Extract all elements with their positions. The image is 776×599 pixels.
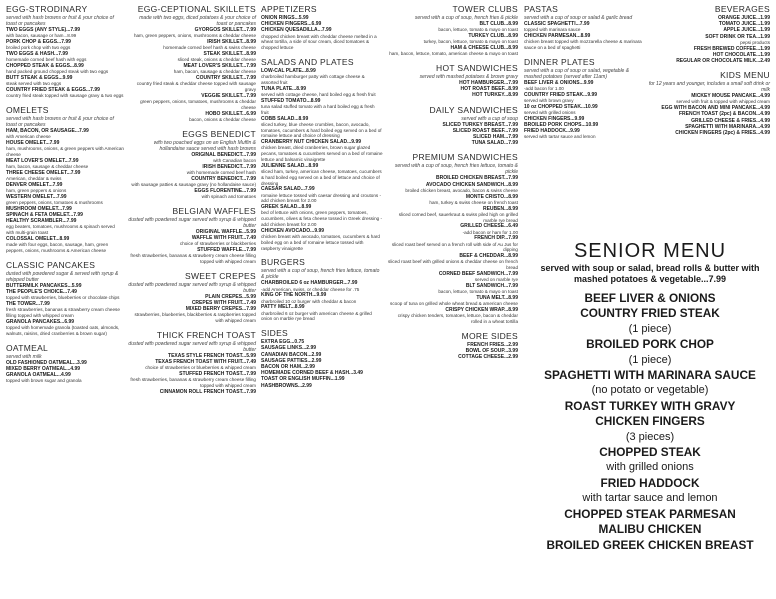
section-title: EGGS BENEDICT — [182, 128, 256, 139]
item-description: served with cottage cheese, hard boiled egg & fresh fruit — [261, 92, 376, 97]
senior-item: BROILED GREEK CHICKEN BREAST — [546, 537, 754, 552]
item-description: with sausage patties & sausage gravy (no hollandaise sauce) — [131, 181, 256, 187]
section-title: DAILY SANDWICHES — [429, 104, 518, 115]
menu-item: WAFFLE WITH FRUIT...7.49 — [191, 234, 256, 241]
item-description: sliced turkey, blue cheese crumbles, bacon, avocado, tomatoes, cucumbers & hard boiled egg served on a bed of romaine lettuce and choice of dressing — [261, 121, 382, 139]
menu-item: GRANOLA OATMEAL...4.99 — [6, 372, 71, 378]
menu-item: BLT CLUB...8.99 — [479, 21, 518, 27]
menu-item: THE PEOPLE'S CHOICE...7.49 — [6, 289, 77, 295]
menu-item: PORK CHOP & EGGS...7.99 — [6, 39, 71, 45]
section-title: KIDS MENU — [720, 70, 770, 81]
item-description: sliced roast beef with grilled onions & cheddar cheese on french bread — [388, 259, 518, 271]
senior-menu-title: SENIOR MENU — [573, 240, 727, 262]
item-description: sliced corned beef, sauerkraut & swiss piled high on grilled marble rye bread — [398, 211, 518, 223]
menu-item: HOT HAMBURGER...7.99 — [459, 80, 518, 86]
menu-section — [261, 4, 383, 51]
item-description: with bacon, sausage or ham...8.99 — [6, 33, 77, 39]
item-description: topped with homemade granola (toasted oats, almonds, walnuts, raisins, dried cranberries & brown sugar) — [6, 325, 120, 336]
item-description: scoop of tuna on grilled whole wheat bread & american cheese — [390, 301, 518, 307]
menu-item: SLICED TURKEY BREAST...7.99 — [442, 121, 518, 128]
section-title: EGG-CEPTIONAL SKILLETS — [137, 4, 256, 14]
menu-section — [128, 4, 256, 123]
section-subtitle: dusted with powdered sugar served with syrup & whipped butter — [128, 340, 256, 353]
item-description: ham, bacon, lettuce, tomato, american cheese & mayo on toast — [389, 51, 518, 57]
menu-item: STUFFED WAFFLE...7.99 — [197, 246, 256, 253]
menu-item: TUNA MELT...8.99 — [476, 295, 518, 302]
menu-item: CANADIAN BACON...2.99 — [261, 351, 322, 358]
item-description: topped with brown sugar and granola — [6, 378, 82, 384]
item-description: fresh strawberries, bananas & strawberry cream cheese filling topped with whipped cream — [130, 253, 256, 264]
menu-item: GRILLED CHEESE & FRIES...4.99 — [691, 117, 770, 124]
menu-item: BLT SANDWICH...7.99 — [465, 283, 518, 290]
item-description: served on marble rye — [474, 277, 518, 283]
menu-item: GRILLED CHEESE...6.49 — [460, 223, 518, 230]
menu-section — [524, 4, 642, 51]
menu-item: CHOPPED STEAK & EGGS...8.99 — [6, 63, 84, 69]
menu-item: COBB SALAD...8.99 — [261, 115, 309, 122]
item-description: chicken breast topped with mozzarella cheese & marinara sauce on a bed of spaghetti — [524, 39, 642, 50]
menu-item: COUNTRY BENEDICT...7.99 — [191, 175, 256, 182]
menu-item: COTTAGE CHEESE...2.99 — [458, 354, 518, 361]
section-title: CLASSIC PANCAKES — [6, 259, 96, 270]
section-subtitle: served with a cup of soup — [461, 115, 518, 122]
item-description: charbroiled hamburger patty with cottage cheese & assorted fruit — [261, 74, 365, 85]
section-subtitle: dusted with powdered sugar served with syrup & whipped butter — [128, 281, 256, 294]
menu-section — [388, 152, 518, 324]
item-description: country fried steak topped with sausage gravy & two eggs — [6, 93, 124, 99]
menu-item: AVOCADO CHICKEN SANDWICH...8.99 — [425, 181, 518, 188]
item-description: with American cheese — [6, 134, 51, 140]
item-description: ham, bacon, sausage & cheddar cheese — [173, 69, 256, 75]
section-title: HOT SANDWICHES — [436, 63, 518, 73]
menu-item: CHICKEN FINGERS...9.99 — [524, 115, 585, 122]
menu-item: EGG WITH BACON AND MINI PANCAKE...4.99 — [661, 105, 770, 112]
section-subtitle: made with two eggs, diced potatoes & your choice of toast or pancakes — [139, 15, 256, 27]
menu-item: HOT TURKEY...8.99 — [472, 92, 518, 99]
section-subtitle: dusted with powdered sugar & served with syrup & whipped butter — [6, 270, 119, 283]
menu-item: HASHBROWNS...2.99 — [261, 382, 312, 389]
menu-item: HAM, BACON, OR SAUSAGE...7.99 — [6, 128, 89, 134]
item-description: bacon, onions & cheddar cheese — [189, 116, 256, 122]
menu-item: TUNA PLATE...8.99 — [261, 85, 307, 92]
menu-section — [524, 57, 642, 140]
menu-item: BEEF LIVER & ONIONS...9.99 — [524, 79, 594, 86]
item-description: country fried steak & cheddar cheese topped with sausage gravy — [136, 81, 256, 92]
item-description: bed of lettuce with onions, green peppers, tomatoes, cucumbers, olives & feta cheese tossed in Greek dressing - add chicken breast for 2.00 — [261, 210, 383, 227]
item-description: chopped chicken breast with cheddar cheese melted in a wheat tortilla, a side of sour cream, diced tomatoes & chopped lettuce — [261, 33, 377, 51]
menu-item: CLASSIC SPAGHETTI...7.99 — [524, 21, 590, 27]
section-subtitle: dusted with powdered sugar served with syrup & whipped butter — [128, 216, 256, 229]
senior-item-note: with tartar sauce and lemon — [582, 492, 718, 505]
menu-item: BROILED CHICKEN BREAST...7.99 — [436, 175, 518, 182]
menu-item: FRENCH FRIES...2.99 — [467, 341, 518, 348]
item-description: homemade corned beef hash & swiss cheese — [163, 45, 256, 51]
item-description: choice of strawberries or blueberries & whipped cream — [145, 365, 256, 371]
section-title: DINNER PLATES — [524, 56, 595, 67]
menu-item: WESTERN OMELET...7.99 — [6, 193, 67, 200]
item-description: fresh strawberries, bananas & strawberry cream cheese filling topped with whipped cream — [130, 377, 256, 388]
menu-section — [388, 63, 518, 99]
column-skillets — [128, 4, 256, 401]
menu-item: SOFT DRINK OR TEA...1.99 — [705, 33, 770, 40]
item-description: sliced roast beef served on a french roll with side of Au Jus for dipping — [391, 241, 518, 253]
menu-item: CHICKEN FINGERS (2pc) & FRIES...4.99 — [675, 130, 770, 137]
section-title: SALADS AND PLATES — [261, 57, 354, 67]
menu-item: REUBEN...8.99 — [482, 205, 518, 212]
section-subtitle: served with a cup of soup, french fries lettuce, tomato & pickle — [261, 268, 380, 281]
senior-item: SPAGHETTI WITH MARINARA SAUCE — [544, 368, 756, 383]
senior-item-note: (1 piece) — [628, 353, 672, 366]
menu-item: SLICED HAM...7.99 — [472, 134, 518, 141]
section-subtitle: served with mashed potatoes & brown gravy — [419, 74, 518, 80]
item-description: topped with strawberries, blueberries or chocolate chips — [6, 295, 120, 301]
item-description: pepsi products — [740, 39, 770, 45]
item-description: crispy chicken tenders, tomatoes, lettuce, bacon & cheddar rolled in a wheat tortilla — [397, 313, 518, 325]
senior-menu-items — [528, 291, 772, 553]
menu-item: APPLE JUICE...1.99 — [723, 27, 770, 34]
section-subtitle: served with a cup of soup, french fries & pickle — [414, 15, 518, 21]
menu-item: FRENCH DIP...7.99 — [474, 235, 518, 242]
menu-item: SPAGHETTI WITH MARINARA...4.99 — [685, 123, 770, 130]
senior-item: BEEF LIVER & ONIONS — [584, 291, 716, 305]
section-subtitle: served with milk — [6, 353, 42, 360]
item-description: served with grilled onions — [524, 110, 576, 115]
menu-item: BACON OR HAM...2.99 — [261, 363, 315, 370]
section-subtitle: with two poached eggs on an English Muffin & hollandaise sauce served with hash browns — [153, 139, 256, 152]
menu-item: HOT ROAST BEEF...8.99 — [460, 86, 518, 93]
section-title: EGG-STRODINARY — [6, 4, 88, 14]
column-beverages-kids — [646, 4, 770, 142]
menu-section — [646, 4, 770, 64]
senior-item: CHOPPED STEAK PARMESAN — [564, 506, 736, 521]
item-description: American, cheddar & swiss — [6, 176, 62, 181]
menu-item: HEALTHY SCRAMBLER...7.99 — [6, 218, 77, 225]
item-description: fresh strawberries, bananas & strawberry cream cheese filling topped with whipped cream — [6, 307, 120, 318]
menu-item: CHARBROILED 6 oz HAMBURGER...7.99 — [261, 280, 358, 287]
menu-item: TURKEY CLUB...8.99 — [468, 33, 518, 39]
item-description: broiled pork chop with two eggs — [6, 45, 71, 51]
column-dinner — [524, 4, 642, 146]
section-subtitle: served with a cup of soup or salad & garlic bread — [524, 15, 633, 21]
item-description: egg beaters, tomatoes, mushrooms & spinach served with multi-grain toast — [6, 224, 115, 236]
menu-item: JULIENNE SALAD...8.99 — [261, 162, 319, 169]
menu-item: KING OF THE NORTH...9.99 — [261, 292, 327, 299]
menu-item: BOWL OF SOUP...3.99 — [465, 348, 518, 355]
item-description: steak served with two eggs — [6, 81, 62, 87]
menu-section — [261, 328, 383, 389]
menu-item: CHICKEN QUESADILLA...7.99 — [261, 27, 332, 34]
menu-item: MIXED BERRY OATMEAL...4.99 — [6, 365, 81, 372]
section-title: OMELETS — [6, 105, 49, 115]
menu-item: TEXAS FRENCH TOAST WITH FRUIT...7.49 — [155, 359, 256, 365]
menu-item: EXTRA EGG...0.75 — [261, 339, 305, 346]
senior-item-note: (1 piece) — [628, 322, 672, 335]
item-description: turkey, bacon, lettuce, tomato & mayo on toast — [423, 39, 518, 45]
item-description: served with tartar sauce and lemon — [524, 134, 596, 140]
item-description: sliced ham, turkey, american cheese, tomatoes, cucumbers & hard boiled egg served on a bed of lettuce and choice of dressing — [261, 168, 382, 186]
section-title: BURGERS — [261, 257, 306, 268]
menu-section — [6, 343, 124, 384]
item-description: charbroiled 6 oz burger with american cheese & grilled onion on marble rye bread — [261, 310, 372, 322]
menu-item: SAUSAGE PATTIES...2.99 — [261, 357, 322, 364]
item-description: charbroiled 10 oz burger with cheddar & bacon — [261, 298, 357, 304]
item-description: served with fruit & topped with whipped cream — [676, 99, 770, 105]
menu-item: TOMATO JUICE...1.99 — [718, 21, 770, 28]
menu-item: STEAK SKILLET...8.99 — [203, 51, 256, 57]
menu-item: THE TOWER...7.99 — [6, 301, 50, 307]
menu-item: HOT CHOCOLATE...1.99 — [712, 51, 770, 58]
menu-item: MEAT LOVER'S SKILLET...7.99 — [183, 63, 256, 69]
item-description: choice of strawberries or blackberries — [179, 241, 256, 246]
menu-item: IRISH SKILLET...8.99 — [207, 39, 256, 45]
menu-item: MONTE CRISTO...8.99 — [465, 193, 518, 200]
menu-item: CHICKEN PARMESAN...8.99 — [524, 33, 591, 39]
senior-item: CHOPPED STEAK — [599, 445, 701, 460]
menu-section — [128, 206, 256, 265]
item-description: -add bacon for 1.00 — [524, 86, 564, 91]
menu-item: HAM & CHEESE CLUB...8.99 — [450, 45, 518, 51]
section-title: APPETIZERS — [261, 4, 317, 14]
item-description: sliced steak, onions & cheddar cheese — [177, 57, 256, 63]
section-title: THICK FRENCH TOAST — [156, 329, 256, 340]
section-subtitle: served with hash browns or fruit & your choice of toast or pancakes — [6, 15, 114, 27]
menu-section — [6, 105, 124, 254]
menu-item: MICKEY MOUSE PANCAKE...4.99 — [691, 93, 770, 100]
menu-item: MIXED BERRY CREPES...7.99 — [185, 306, 256, 312]
menu-item: BEEF & CHEDDAR...8.99 — [459, 253, 518, 260]
menu-item: OLD FASHIONED OATMEAL...3.99 — [6, 359, 87, 366]
section-subtitle: served with hash browns or fruit & your choice of toast or pancakes — [6, 116, 114, 128]
item-description: chicken breast, dried cranberries, brown sugar glazed pecans, tomatoes & cucumbers served on a bed of romaine lettuce and balsamic vinaigrette — [261, 145, 383, 162]
item-description: ham, turkey & swiss cheese on french toast — [429, 199, 518, 205]
section-subtitle: served with a cup of soup or salad, vegetable & mashed potatoes (served after 11am) — [524, 67, 630, 80]
item-description: -add bacon or ham for 1.00 — [462, 229, 518, 235]
menu-item: PATTY MELT...8.99 — [261, 304, 305, 311]
item-description: made with four eggs, bacon, sausage, ham, green peppers, onions, mushrooms & American cheese — [6, 242, 109, 253]
menu-item: CORNED BEEF SANDWICH...7.99 — [438, 271, 518, 278]
menu-section — [388, 4, 518, 57]
menu-item: IRISH BENEDICT...7.99 — [202, 163, 256, 170]
menu-item: BUTTERMILK PANCAKES...5.99 — [6, 282, 82, 289]
senior-item-note: with grilled onions — [606, 461, 694, 474]
menu-item: SAUSAGE LINKS...2.99 — [261, 345, 317, 352]
menu-item: GREEK SALAD...8.99 — [261, 204, 312, 211]
section-subtitle: for 12 years and younger, includes a small soft drink or milk — [648, 81, 770, 94]
menu-item: GRANOLA PANCAKES...6.99 — [6, 318, 75, 325]
item-description: -add American, swiss, or cheddar cheese for .75 — [261, 286, 360, 292]
menu-section — [646, 70, 770, 136]
section-title: OATMEAL — [6, 342, 49, 353]
menu-item: FRENCH TOAST (2pc) & BACON...4.99 — [678, 111, 770, 118]
section-title: TOWER CLUBS — [452, 4, 518, 14]
menu-section — [6, 4, 124, 99]
menu-item: TWO EGGS & HASH...7.99 — [6, 51, 68, 57]
menu-item: REGULAR OR CHOCOLATE MILK...2.49 — [676, 58, 770, 65]
menu-item: CHICKEN AVOCADO...9.99 — [261, 227, 325, 234]
menu-section — [261, 57, 383, 251]
menu-section — [388, 331, 518, 361]
menu-item: COLOSSAL OMELET...8.99 — [6, 236, 70, 242]
senior-menu-subtitle: served with soup or salad, bread rolls & butter with mashed potatoes & vegetable...7.99 — [540, 263, 760, 284]
menu-item: HOMEMADE CORNED BEEF & HASH...3.49 — [261, 370, 363, 377]
menu-item: THREE CHEESE OMELET...7.99 — [6, 169, 81, 176]
section-title: PASTAS — [524, 4, 559, 14]
menu-item: CINNAMON ROLL FRENCH TOAST...7.99 — [159, 388, 256, 395]
senior-menu — [528, 240, 772, 553]
menu-item: SPINACH & FETA OMELET...7.99 — [6, 212, 83, 218]
senior-item: BROILED PORK CHOP — [586, 337, 714, 352]
menu-item: ONION RINGS...5.99 — [261, 15, 309, 21]
item-description: romaine lettuce tossed with caesar dressing and croutons - add chicken breast for 2.00 — [261, 192, 382, 204]
menu-item: SLICED ROAST BEEF...7.99 — [452, 127, 518, 134]
senior-item: ROAST TURKEY WITH GRAVY — [564, 398, 736, 413]
item-description: topped with marinara sauce — [524, 27, 581, 33]
item-description: hand packed ground chopped steak with two eggs — [6, 69, 109, 75]
menu-item: CHICKEN FINGERS...6.99 — [261, 21, 322, 28]
menu-item: GYORGOS SKILLET...7.99 — [194, 27, 256, 33]
item-description: chicken breast with avocado, tomatoes, cucumbers & hard boiled egg on a bed of romaine lettuce tossed with raspberry vinaigrette — [261, 233, 380, 251]
menu-item: ORIGINAL BENEDICT...7.99 — [191, 151, 256, 158]
menu-section — [261, 257, 383, 322]
column-breakfast — [6, 4, 124, 390]
item-description: ham, bacon, sausage & cheddar cheese — [6, 164, 89, 169]
menu-item: TWO EGGS (ANY STYLE)...7.99 — [6, 27, 81, 33]
item-description: ham, green peppers & onions — [6, 188, 67, 193]
menu-item: COUNTRY FRIED STEAK...9.99 — [524, 91, 598, 98]
item-description: green peppers, onions, tomatoes & mushrooms — [6, 200, 103, 205]
section-title: MORE SIDES — [461, 330, 518, 341]
section-title: SWEET CREPES — [185, 270, 256, 281]
senior-item: COUNTRY FRIED STEAK — [580, 306, 720, 321]
menu-item: CRISPY CHICKEN WRAP...8.99 — [445, 307, 518, 314]
menu-item: EGGS FLORENTINE...7.99 — [194, 187, 256, 194]
menu-section — [128, 330, 256, 395]
menu-item: LOW-CAL PLATE...8.99 — [261, 68, 316, 74]
item-description: bacon, lettuce, tomato & mayo on toast — [438, 289, 518, 295]
menu-item: DENVER OMELET...7.99 — [6, 181, 63, 188]
menu-item: CRANBERRY NUT CHICKEN SALAD...9.99 — [261, 139, 362, 146]
column-lunch — [261, 4, 383, 395]
menu-item: CAESAR SALAD...7.99 — [261, 186, 315, 193]
menu-item: MEAT LOVER'S OMELET...7.99 — [6, 157, 79, 164]
item-description: served with brown gravy — [524, 98, 574, 103]
item-description: ham, green peppers, onions, mushrooms & cheddar cheese — [133, 33, 256, 39]
item-description: green peppers, onions, tomatoes, mushrooms & cheddar cheese — [140, 99, 256, 110]
menu-item: STUFFED FRENCH TOAST...7.99 — [179, 371, 256, 377]
item-description: broiled chicken breast, avocado, bacon & swiss cheese — [405, 187, 518, 193]
section-title: BELGIAN WAFFLES — [172, 205, 256, 216]
menu-item: COUNTRY FRIED STEAK & EGGS...7.99 — [6, 87, 100, 93]
item-description: with homemade corned beef hash — [186, 169, 256, 175]
senior-item: FRIED HADDOCK — [600, 475, 700, 490]
menu-item: BROILED PORK CHOPS...10.99 — [524, 122, 599, 128]
menu-section — [128, 129, 256, 200]
section-subtitle: served with a cup of soup, french fries lettuce, tomato & pickle — [394, 163, 518, 176]
column-sandwiches — [388, 4, 518, 366]
menu-section — [6, 260, 124, 337]
menu-item: CREPES WITH FRUIT...7.49 — [191, 299, 256, 306]
section-title: BEVERAGES — [714, 4, 770, 14]
menu-section — [388, 105, 518, 147]
menu-item: VEGGIE SKILLET...7.99 — [201, 92, 256, 99]
item-description: bacon, lettuce, tomato & mayo on toast — [438, 27, 518, 33]
item-description: homemade corned beef hash with eggs — [6, 57, 87, 63]
menu-item: COUNTRY SKILLET...7.99 — [195, 75, 256, 81]
menu-item: TUNA SALAD...7.99 — [471, 140, 518, 147]
menu-item: FRESH BREWED COFFEE...1.99 — [693, 45, 770, 52]
menu-item: HOUSE OMELET...7.99 — [6, 140, 60, 146]
section-title: SIDES — [261, 328, 289, 339]
menu-item: HOBO SKILLET...6.99 — [205, 110, 256, 117]
menu-item: ORANGE JUICE...1.99 — [718, 15, 770, 21]
menu-item: MUSHROOM OMELET...7.99 — [6, 205, 72, 212]
menu-item: TEXAS STYLE FRENCH TOAST...5.99 — [168, 352, 256, 359]
menu-item: STUFFED TOMATO...8.99 — [261, 97, 321, 104]
menu-item: 10 oz CHOPPED STEAK...10.99 — [524, 103, 598, 110]
menu-item: TOAST OR ENGLISH MUFFIN...1.99 — [261, 376, 345, 383]
item-description: with Canadian bacon — [213, 157, 256, 163]
menu-item: FRIED HADDOCK...9.99 — [524, 128, 580, 135]
senior-item: MALIBU CHICKEN — [598, 522, 702, 537]
menu-item: BUTT STEAK & EGGS...9.99 — [6, 75, 73, 81]
item-description: strawberries, blueberries, blackberries & raspberries topped with whipped cream — [134, 312, 256, 323]
menu-section — [128, 271, 256, 324]
item-description: ham, mushrooms, onions, & green peppers with American cheese — [6, 146, 124, 157]
senior-item: CHICKEN FINGERS — [595, 414, 705, 429]
item-description: tuna salad stuffed tomato with a hard boiled egg & fresh fruit — [261, 104, 375, 115]
item-description: with spinach and tomatoes — [201, 193, 256, 199]
senior-item-note: (no potato or vegetable) — [591, 384, 709, 397]
senior-item-note: (3 pieces) — [625, 430, 675, 443]
section-title: PREMIUM SANDWICHES — [412, 152, 518, 163]
menu-item: PLAIN CREPES...5.99 — [205, 293, 256, 300]
menu-item: ORIGINAL WAFFLE...5.99 — [195, 228, 256, 235]
